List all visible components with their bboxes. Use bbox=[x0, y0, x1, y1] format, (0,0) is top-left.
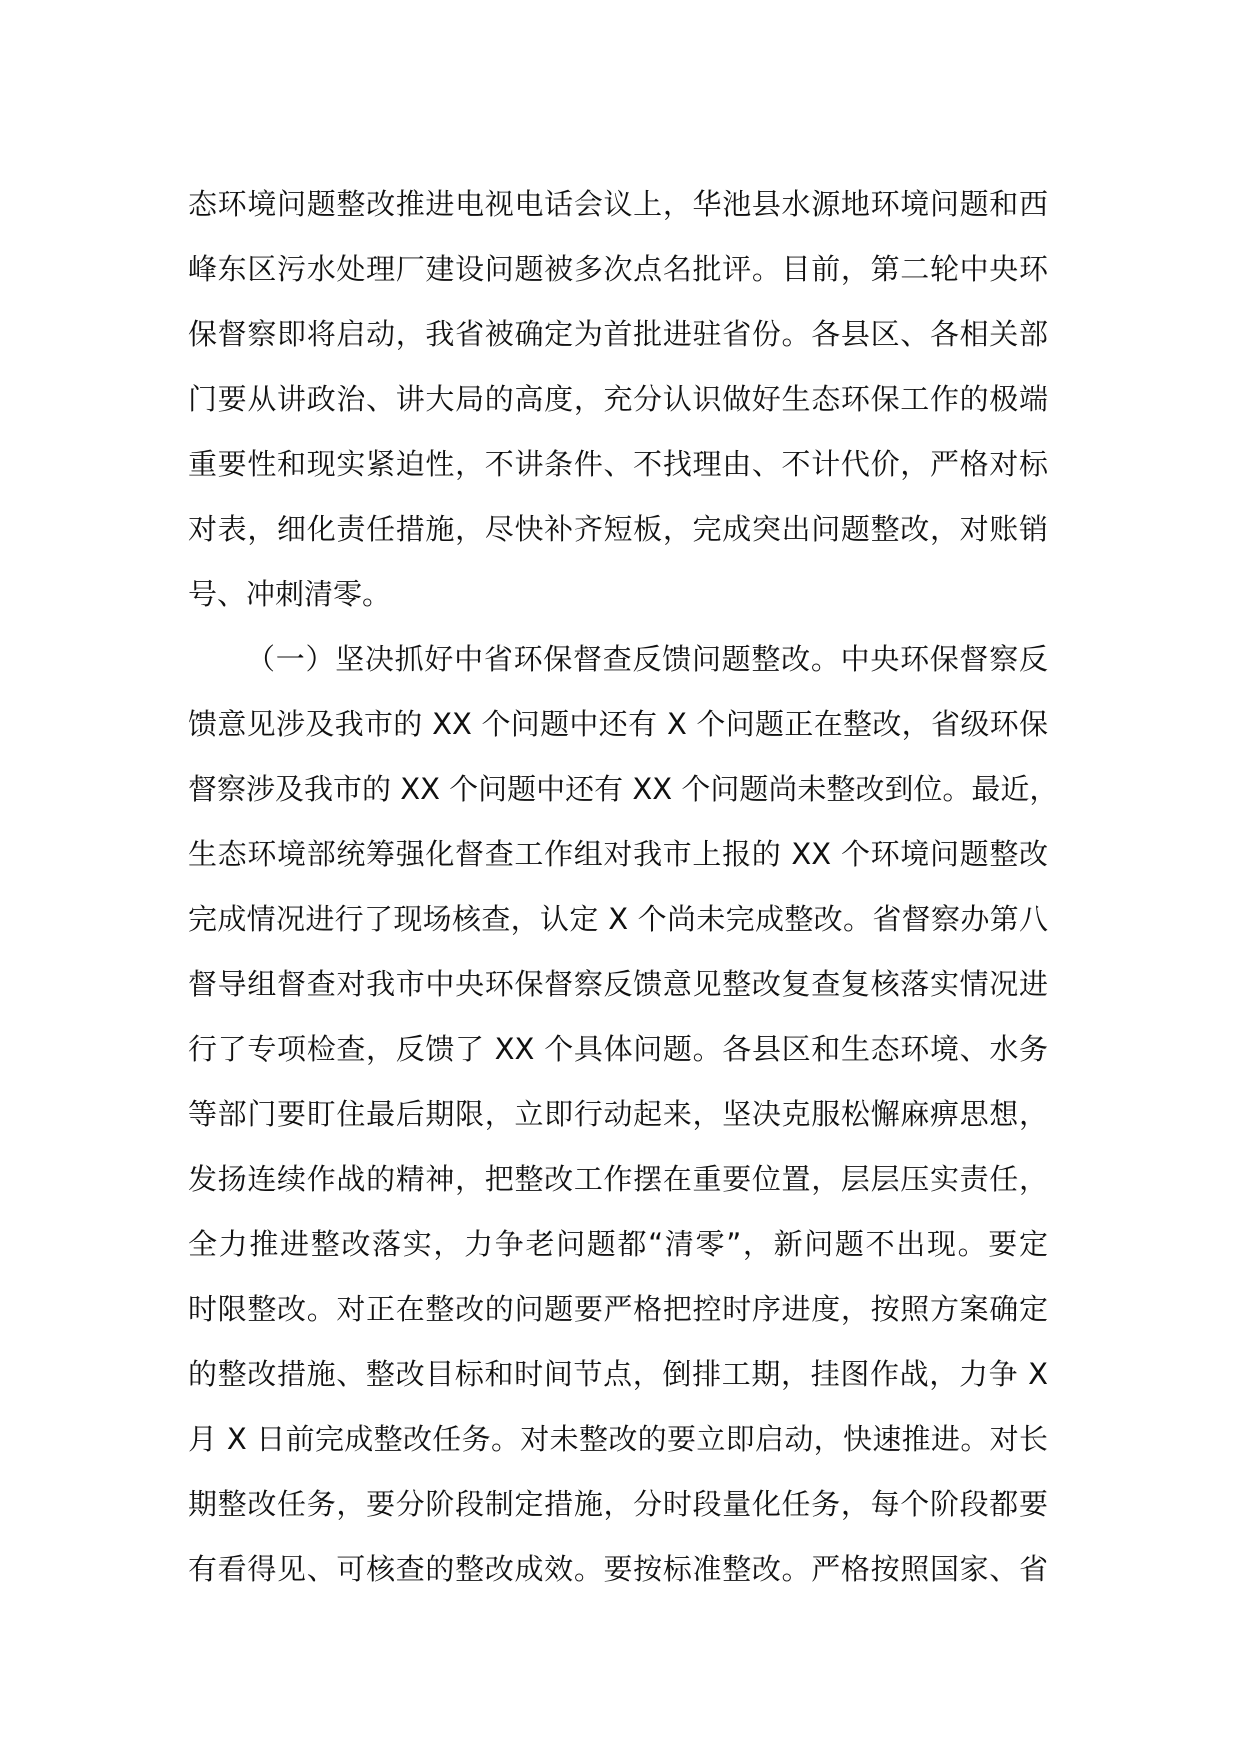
text-line: 有看得见、可核查的整改成效。要按标准整改。严格按照国家、省 bbox=[188, 1552, 1048, 1586]
body-text bbox=[188, 172, 1059, 1602]
text-line: 峰东区污水处理厂建设问题被多次点名批评。目前，第二轮中央环 bbox=[188, 252, 1048, 286]
text-line: 号、冲刺清零。 bbox=[188, 577, 392, 611]
text-line: 发扬连续作战的精神，把整改工作摆在重要位置，层层压实责任， bbox=[188, 1162, 1048, 1196]
section-heading-line: （一）坚决抓好中省环保督查反馈问题整改。中央环保督察反 bbox=[246, 642, 1048, 676]
text-line: 保督察即将启动，我省被确定为首批进驻省份。各县区、各相关部 bbox=[188, 317, 1048, 351]
text-line: 督导组督查对我市中央环保督察反馈意见整改复查复核落实情况进 bbox=[188, 967, 1048, 1001]
text-line: 重要性和现实紧迫性，不讲条件、不找理由、不计代价，严格对标 bbox=[188, 447, 1048, 481]
text-line: 完成情况进行了现场核查，认定 X 个尚未完成整改。省督察办第八 bbox=[188, 902, 1048, 936]
text-line: 督察涉及我市的 XX 个问题中还有 XX 个问题尚未整改到位。最近， bbox=[188, 772, 1059, 806]
text-line: 门要从讲政治、讲大局的高度，充分认识做好生态环保工作的极端 bbox=[188, 382, 1048, 416]
text-line: 的整改措施、整改目标和时间节点，倒排工期，挂图作战，力争 X bbox=[188, 1357, 1048, 1391]
text-line: 对表，细化责任措施，尽快补齐短板，完成突出问题整改，对账销 bbox=[188, 512, 1048, 546]
text-line: 全力推进整改落实，力争老问题都“清零”，新问题不出现。要定 bbox=[188, 1227, 1048, 1261]
text-line: 期整改任务，要分阶段制定措施，分时段量化任务，每个阶段都要 bbox=[188, 1487, 1048, 1521]
text-line: 时限整改。对正在整改的问题要严格把控时序进度，按照方案确定 bbox=[188, 1292, 1048, 1326]
text-line: 生态环境部统筹强化督查工作组对我市上报的 XX 个环境问题整改 bbox=[188, 837, 1048, 871]
text-line: 馈意见涉及我市的 XX 个问题中还有 X 个问题正在整改，省级环保 bbox=[188, 707, 1048, 741]
text-line: 月 X 日前完成整改任务。对未整改的要立即启动，快速推进。对长 bbox=[188, 1422, 1048, 1456]
text-line: 行了专项检查，反馈了 XX 个具体问题。各县区和生态环境、水务 bbox=[188, 1032, 1048, 1066]
text-line: 等部门要盯住最后期限，立即行动起来，坚决克服松懈麻痹思想， bbox=[188, 1097, 1048, 1131]
text-line: 态环境问题整改推进电视电话会议上，华池县水源地环境问题和西 bbox=[188, 187, 1048, 221]
